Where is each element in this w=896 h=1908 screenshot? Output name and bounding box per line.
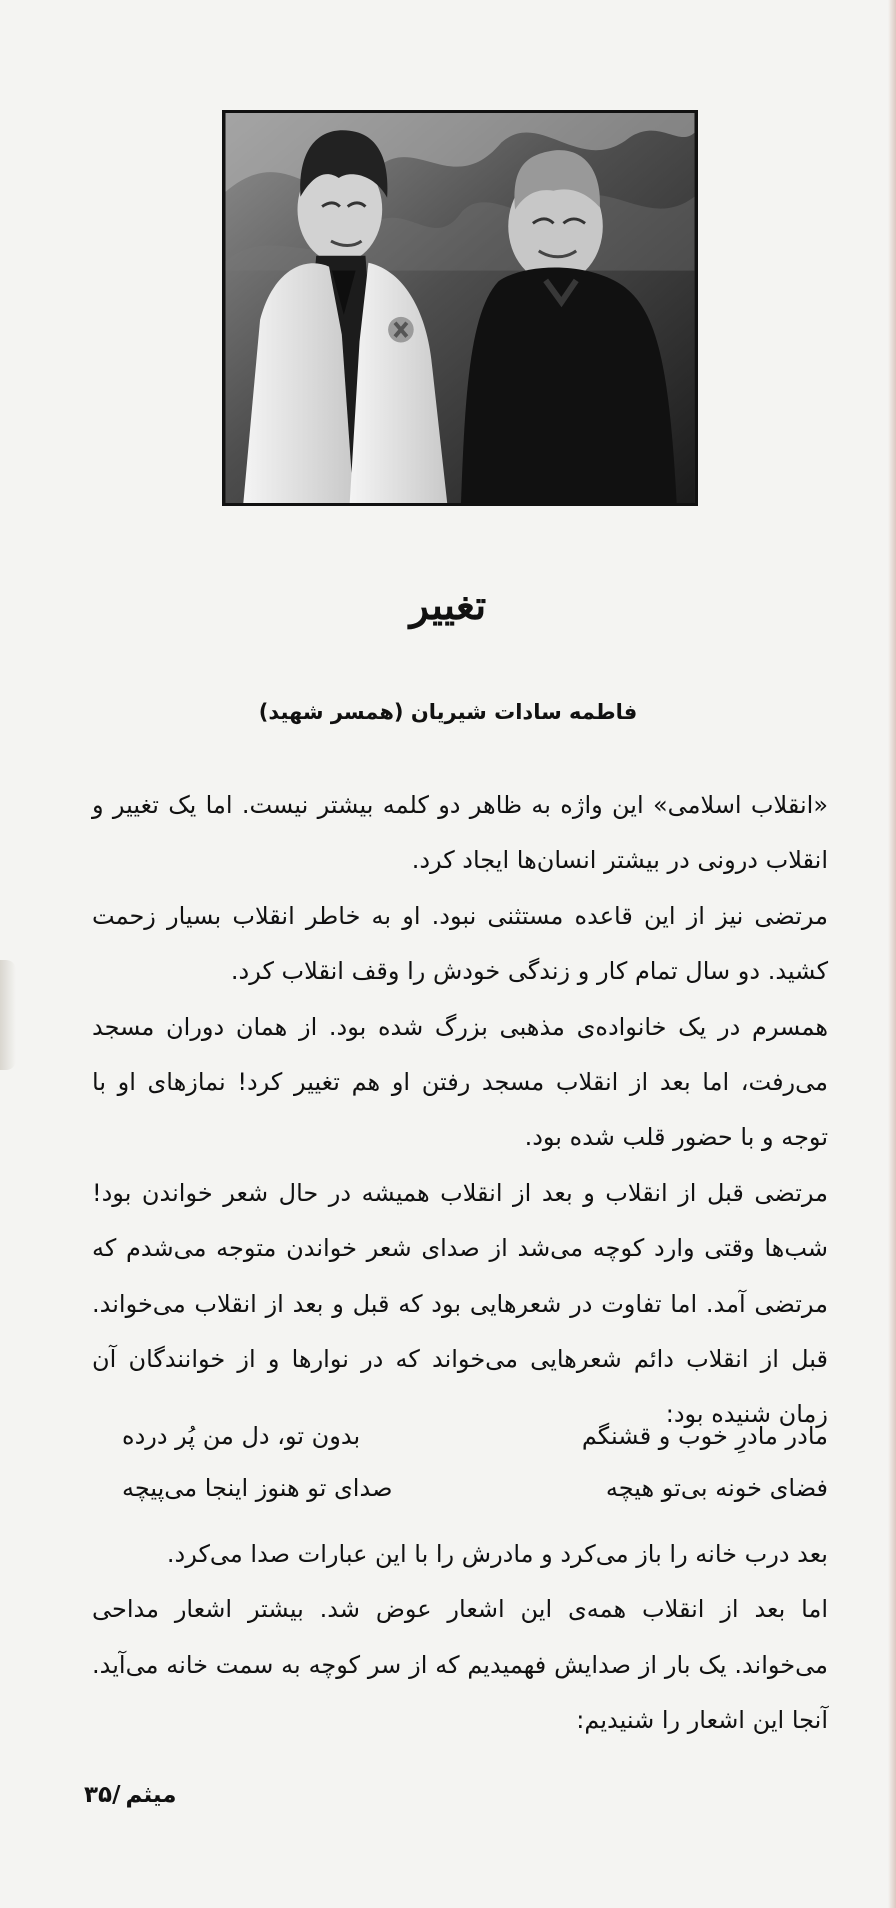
poem-line-1-b: بدون تو، دل من پُر درده (122, 1422, 361, 1450)
article-body-continued (92, 1527, 828, 1749)
author-byline: فاطمه سادات شیریان (همسر شهید) (258, 700, 638, 724)
poem-line-2-a: فضای خونه بی‌تو هیچه (605, 1474, 828, 1502)
page-footer (84, 1782, 177, 1808)
article-title: تغییر (409, 582, 487, 629)
poem-line-2-b: صدای تو هنوز اینجا می‌پیچه (122, 1474, 393, 1502)
paragraph-2: مرتضی نیز از این قاعده مستثنی نبود. او به خاطر انقلاب بسیار زحمت کشید. دو سال تمام کار و زندگی خودش را وقف انقلاب کرد. (92, 901, 828, 986)
poem-block (92, 1410, 828, 1514)
paragraph-6: اما بعد از انقلاب همه‌ی این اشعار عوض شد. بیشتر اشعار مداحی می‌خواند. یک بار از صدایش فهمیدیم که از سر کوچه به سمت خانه می‌آید. آنجا این اشعار را شنیدیم: (92, 1595, 828, 1735)
portrait-photo (222, 110, 698, 506)
paragraph-3: همسرم در یک خانواده‌ی مذهبی بزرگ شده بود. از همان دوران مسجد می‌رفت، اما بعد از انقلاب مسجد رفتن او هم تغییر کرد! نمازهای او با توجه و با حضور قلب شده بود. (92, 1012, 828, 1152)
article-body (92, 778, 828, 1443)
paragraph-1: «انقلاب اسلامی» این واژه به ظاهر دو کلمه بیشتر نیست. اما یک تغییر و انقلاب درونی در بیشتر انسان‌ها ایجاد کرد. (92, 791, 828, 875)
page-number: /۳۵ (84, 1782, 121, 1808)
poem-row-1 (92, 1410, 828, 1462)
right-page-edge (888, 0, 896, 1908)
poem-line-1-a: مادر مادرِ خوب و قشنگم (581, 1422, 828, 1450)
poem-row-2 (92, 1462, 828, 1514)
paragraph-4: مرتضی قبل از انقلاب و بعد از انقلاب همیشه در حال شعر خواندن بود! شب‌ها وقتی وارد کوچه می‌شد از صدای شعر خواندن متوجه می‌شدم که مرتضی آمد. اما تفاوت در شعرهایی بود که قبل و بعد از انقلاب می‌خواند. قبل از انقلاب دائم شعرهایی می‌خواند که در نوارها و از خوانندگان آن زمان شنیده بود: (92, 1178, 828, 1429)
paragraph-5: بعد درب خانه را باز می‌کرد و مادرش را با این عبارات صدا می‌کرد. (166, 1540, 828, 1568)
page-edge-shadow (0, 960, 16, 1070)
magazine-name: میثم (125, 1782, 177, 1808)
photo-illustration (225, 113, 695, 503)
